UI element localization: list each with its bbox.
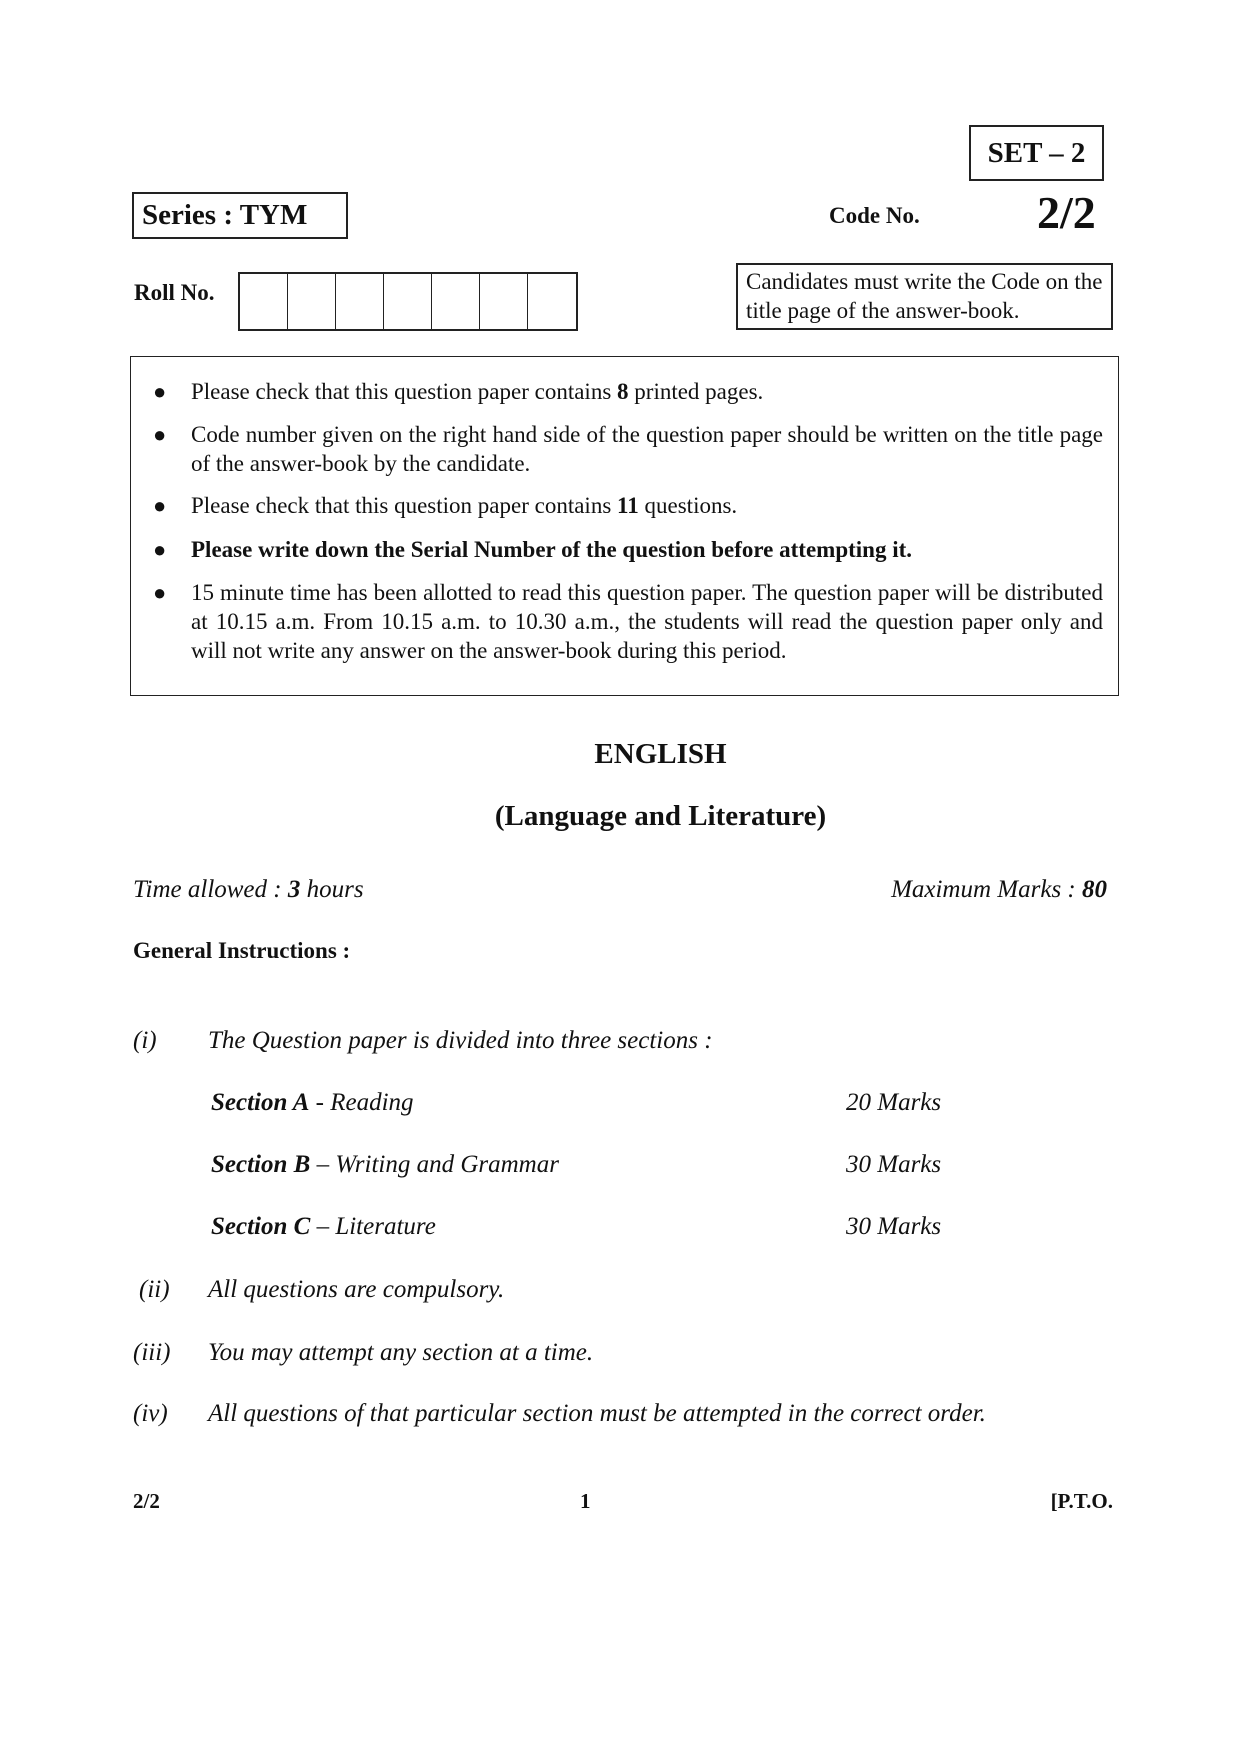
section-row: Section C – Literature — [211, 1213, 436, 1240]
roll-cell[interactable] — [432, 274, 480, 329]
bullet-icon: ● — [153, 422, 167, 447]
roll-cell[interactable] — [384, 274, 432, 329]
notice-box: ● Please check that this question paper contains 8 printed pages. ● Code number given on the right hand side of the question paper should be written on the title page of the answer-book by the candidate. ● Please check that this question paper contains 11 questions. ● Please write down the Serial Number of the question before attempting it. ● 15 minute time has been allotted to read this question paper. The question paper will be distributed at 10.15 a.m. From 10.15 a.m. to 10.30 a.m., the students will read the question paper only and will not write any answer on the answer-book during this period. — [130, 356, 1119, 696]
instruction-text: All questions of that particular section must be attempted in the correct order. — [208, 1400, 986, 1427]
series-label: Series : TYM — [132, 192, 348, 239]
code-value: 2/2 — [1037, 187, 1096, 238]
subject-subtitle: (Language and Literature) — [494, 800, 827, 832]
roll-cell[interactable] — [336, 274, 384, 329]
bullet-icon: ● — [153, 379, 167, 404]
section-marks: 30 Marks — [846, 1151, 942, 1178]
maximum-marks: Maximum Marks : 80 — [891, 876, 1107, 903]
general-instructions-heading: General Instructions : — [133, 938, 351, 963]
set-label: SET – 2 — [969, 125, 1104, 181]
roll-cell[interactable] — [480, 274, 528, 329]
bullet-icon: ● — [153, 580, 167, 605]
roll-cell[interactable] — [528, 274, 576, 329]
instruction-number: (iv) — [133, 1400, 168, 1427]
instruction-text: The Question paper is divided into three sections : — [208, 1027, 713, 1054]
roll-cell[interactable] — [288, 274, 336, 329]
code-label: Code No. — [829, 203, 920, 228]
roll-cell[interactable] — [240, 274, 288, 329]
section-marks: 30 Marks — [846, 1213, 942, 1240]
time-allowed: Time allowed : 3 hours — [133, 876, 364, 903]
section-row: Section B – Writing and Grammar — [211, 1151, 559, 1178]
candidate-note: Candidates must write the Code on the title page of the answer-book. — [736, 263, 1113, 330]
instruction-text: All questions are compulsory. — [208, 1276, 505, 1303]
please-turn-over: [P.T.O. — [1050, 1489, 1113, 1513]
instruction-number: (iii) — [133, 1339, 171, 1366]
roll-number-grid — [238, 272, 578, 331]
roll-label: Roll No. — [134, 280, 215, 305]
instruction-number: (ii) — [139, 1276, 170, 1303]
section-marks: 20 Marks — [846, 1089, 942, 1116]
footer-code: 2/2 — [133, 1489, 160, 1513]
page-number: 1 — [580, 1489, 591, 1513]
subject-title: ENGLISH — [594, 738, 727, 770]
section-row: Section A - Reading — [211, 1089, 414, 1116]
bullet-icon: ● — [153, 493, 167, 518]
instruction-text: You may attempt any section at a time. — [208, 1339, 594, 1366]
bullet-icon: ● — [153, 537, 167, 562]
instruction-number: (i) — [133, 1027, 157, 1054]
